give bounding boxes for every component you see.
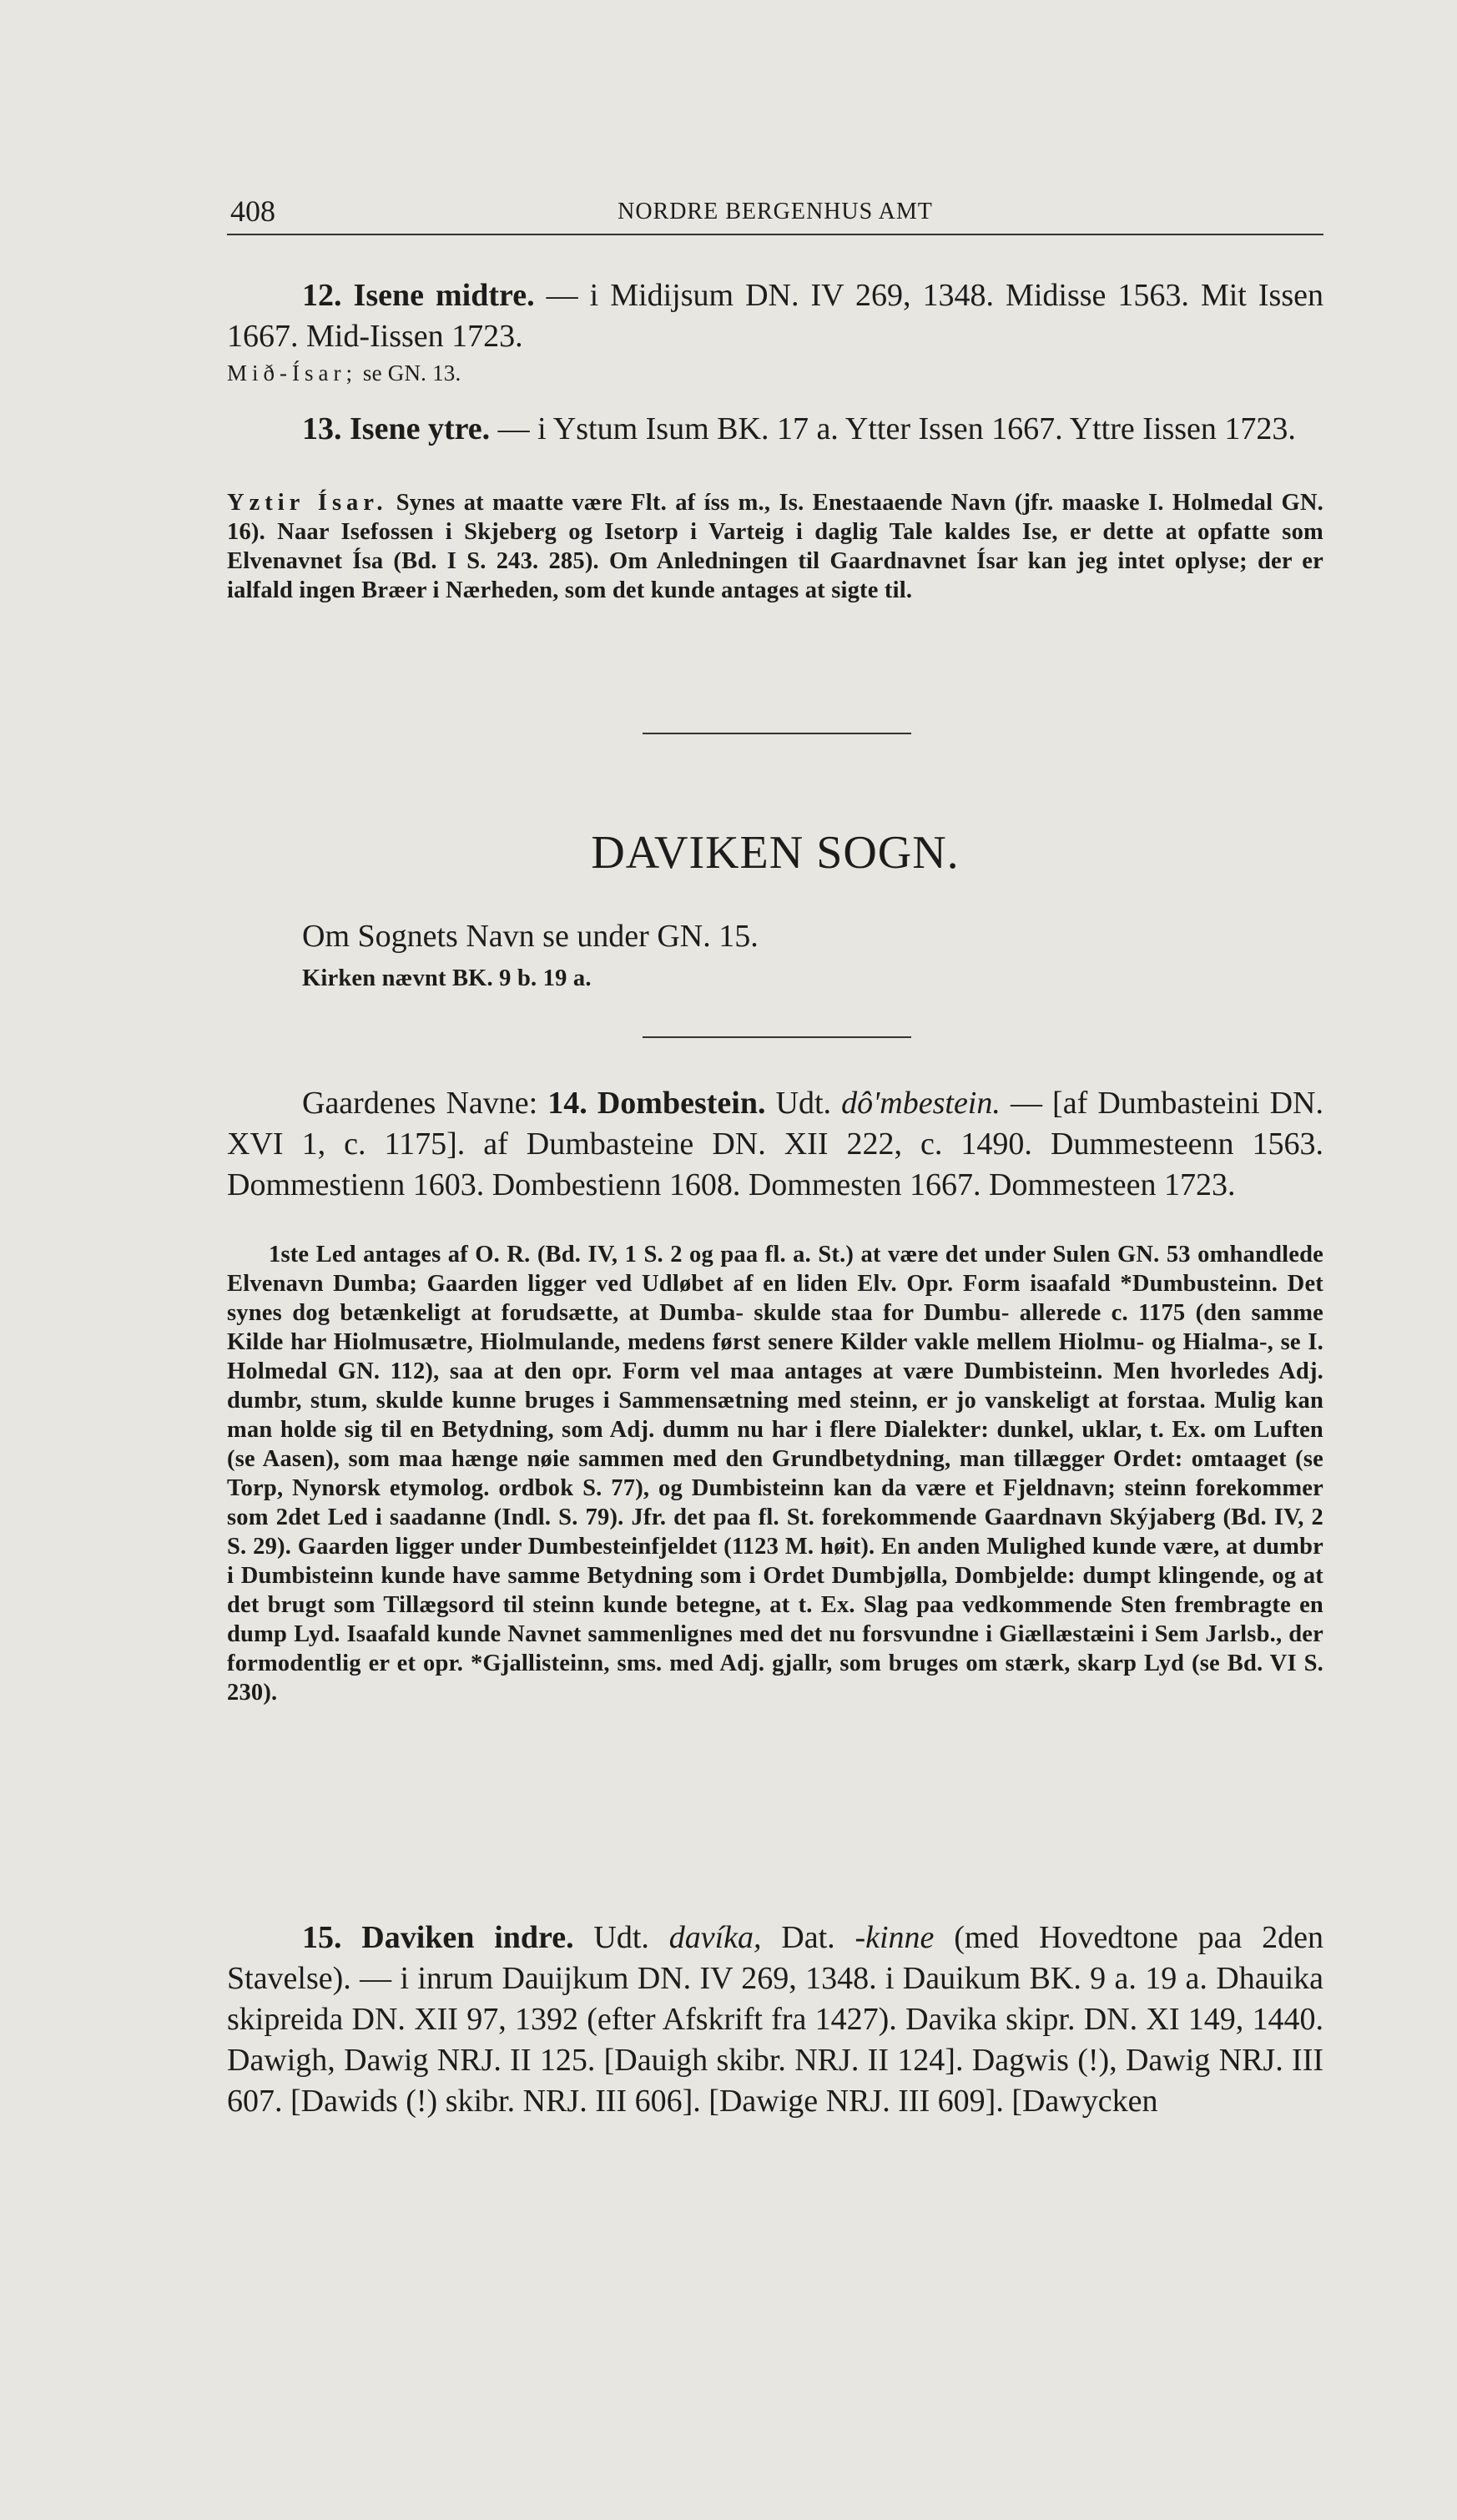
section-divider [643,733,911,734]
entry-text: (med Hovedtone paa 2den Stavelse). — i inrum Dauijkum DN. IV 269, 1348. i Dauikum BK. 9 a. 19 a. Dhauika skipreida DN. XII 97, 1392 (efter Afskrift fra 1427). Davika skipr. DN. XI 149, 1440. Dawigh, Dawig NRJ. II 125. [Dauigh skibr. NRJ. II 124]. Dagwis (!), Dawig NRJ. III 607. [Dawids (!) skibr. NRJ. III 606]. [Dawige NRJ. III 609]. [Dawycken [227,1920,1324,2119]
entry-number: 12. [302,278,342,313]
entry-number: 14. [547,1086,587,1121]
entry-14-note: 1ste Led antages af O. R. (Bd. IV, 1 S. 2 og paa fl. a. St.) at være det under Sulen GN. 53 omhandlede Elvenavn Dumba; Gaarden ligger ved Udløbet af en liden Elv. Opr. Form isaafald *Dumbusteinn. Det synes dog betænkeligt at forudsætte, at Dumba- skulde staa for Dumbu- allerede c. 1175 (den samme Kilde har Hiolmusætre, Hiolmulande, medens først senere Kilder vakle mellem Hiolmu- og Hialma-, se I. Holmedal GN. 112), saa at den opr. Form vel maa antages at være Dumbisteinn. Men hvorledes Adj. dumbr, stum, skulde kunne bruges i Sammensætning med steinn, er jo vanskeligt at forstaa. Mulig kan man holde sig til en Betydning, som Adj. dumm nu har i flere Dialekter: dunkel, uklar, t. Ex. om Luften (se Aasen), som maa hænge nøie sammen med den Grundbetydning, man tillægger Ordet: omtaaget (se Torp, Nynorsk etymolog. ordbok S. 77), og Dumbisteinn kan da være et Fjeldnavn; steinn forekommer som 2det Led i saadanne (Indl. S. 79). Jfr. det paa fl. St. forekommende Gaardnavn Skýjaberg (Bd. IV, 2 S. 29). Gaarden ligger under Dumbesteinfjeldet (1123 M. høit). En anden Mulighed kunde være, at dumbr i Dumbisteinn kunde have samme Betydning som i Ordet Dumbjølla, Dombjelde: dumpt klingende, og at det brugt som Tillægsord til steinn kunde betegne, at t. Ex. Slag paa vedkommende Sten frembragte en dump Lyd. Isaafald kunde Navnet sammenlignes med det nu forsvundne i Giællæstæini i Sem Jarlsb., der formodentlig er et opr. *Gjallisteinn, sms. med Adj. gjallr, som bruges om stærk, skarp Lyd (se Bd. VI S. 230). [227,1242,1323,1706]
entry-text: Dat. [761,1920,855,1955]
entry-number: 13. [302,411,342,446]
entry-13-note [227,488,1323,605]
farm-name: Dombestein. [597,1086,766,1121]
pronunciation: dô'mbestein. [841,1086,1001,1121]
farm-name: Isene ytre. [350,411,491,446]
entry-13 [227,409,1323,450]
pronunciation: davíka, [668,1920,762,1955]
entry-number: 15. [302,1920,342,1955]
church-mention: Kirken nævnt BK. 9 b. 19 a. [302,965,592,991]
entry-text: — i Ystum Isum BK. 17 a. Ytter Issen 1667. Yttre Iissen 1723. [490,411,1296,446]
page-header [227,194,1323,235]
entry-12-note [227,359,1323,388]
entry-text: — [af Dumbasteini DN. XVI 1, c. 1175]. af Dumbasteine DN. XII 222, c. 1490. Dummesteenn 1563. Dommestienn 1603. Dombestienn 1608. Dommesten 1667. Dommesteen 1723. [227,1086,1323,1202]
note-text: se GN. 13. [356,360,461,386]
farm-name: Isene midtre. [353,278,535,313]
farm-names-lead: Gaardenes Navne: [302,1086,548,1121]
section-divider [643,1036,911,1038]
entry-12 [227,275,1323,357]
entry-15 [227,1918,1323,2122]
section-title: DAVIKEN SOGN. [591,827,960,879]
entry-text: Udt. [573,1920,669,1955]
entry-14 [227,1083,1323,1206]
old-norse-form: Yztir Ísar. [227,490,388,516]
old-norse-form: Mið-Ísar; [227,360,357,386]
note-text: Synes at maatte være Flt. af íss m., Is. Enestaaende Navn (jfr. maaske I. Holmedal GN. 16). Naar Isefossen i Skjeberg og Isetorp i Varteig i daglig Tale kaldes Ise, er dette at opfatte som Elvenavnet Ísa (Bd. I S. 243. 285). Om Anledningen til Gaardnavnet Ísar kan jeg intet oplyse; der er ialfald ingen Bræer i Nærheden, som det kunde antages at sigte til. [227,490,1323,603]
running-title: NORDRE BERGENHUS AMT [618,199,933,224]
farm-name: Daviken indre. [361,1920,574,1955]
entry-text: Udt. [765,1086,842,1121]
entry-text: — i Midijsum DN. IV 269, 1348. Midisse 1563. Mit Issen 1667. Mid-Iissen 1723. [227,278,1323,354]
pronunciation-dative: -kinne [855,1920,935,1955]
page-number: 408 [230,194,275,228]
parish-name-reference: Om Sognets Navn se under GN. 15. [302,919,759,954]
